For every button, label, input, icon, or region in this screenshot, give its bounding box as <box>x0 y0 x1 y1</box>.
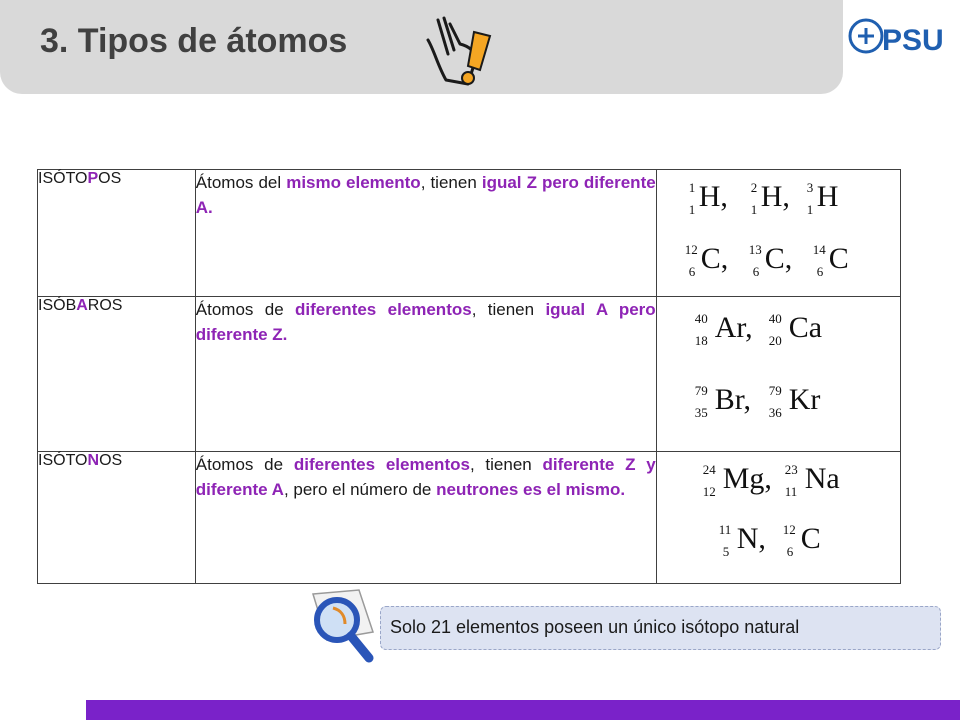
examples-cell <box>656 452 900 584</box>
svg-text:PSU: PSU <box>882 24 944 57</box>
table-row <box>38 452 901 584</box>
isotope-notation: 23 11 Na <box>784 462 840 499</box>
description-cell <box>195 170 656 297</box>
description-text: Átomos de diferentes elementos, tienen igual A pero diferente Z. <box>195 300 656 344</box>
examples-cell <box>656 170 900 297</box>
isotope-notation: 40 20 Ca <box>768 311 823 348</box>
isotope-notation: 3 1 H <box>806 180 839 217</box>
type-cell <box>38 297 196 452</box>
page-title: 3. Tipos de átomos <box>40 22 348 60</box>
table-row <box>38 170 901 297</box>
magnifier-icon <box>293 584 383 674</box>
isotope-notation: 40 18 Ar, <box>694 311 753 348</box>
description-cell <box>195 297 656 452</box>
table-row <box>38 297 901 452</box>
description-cell <box>195 452 656 584</box>
description-text: Átomos de diferentes elementos, tienen diferente Z y diferente A, pero el número de neutrones es el mismo. <box>195 455 656 499</box>
note-text: Solo 21 elementos poseen un único isótopo natural <box>390 617 800 637</box>
hand-pointer-icon <box>424 14 496 94</box>
isotope-notation: 13 6 C, <box>748 242 793 279</box>
exclamation-icon <box>468 32 490 70</box>
atom-types-table <box>37 169 901 584</box>
isotope-notation: 12 6 C, <box>684 242 729 279</box>
isotope-notation: 14 6 C <box>812 242 849 279</box>
type-cell <box>38 452 196 584</box>
description-text: Átomos del mismo elemento, tienen igual Z pero diferente A. <box>195 173 656 217</box>
type-label: ISÓTOPOS <box>38 170 122 187</box>
isotope-notation: 1 1 H, <box>688 180 728 217</box>
type-label: ISÓBAROS <box>38 297 123 314</box>
isotope-notation: 24 12 Mg, <box>702 462 772 499</box>
isotope-notation: 2 1 H, <box>750 180 790 217</box>
psu-logo <box>846 10 956 70</box>
isotope-notation: 11 5 N, <box>718 522 766 559</box>
isotope-notation: 79 36 Kr <box>768 383 821 420</box>
isotope-notation: 12 6 C <box>782 522 821 559</box>
type-cell <box>38 170 196 297</box>
type-label: ISÓTONOS <box>38 452 123 469</box>
bottom-bar <box>86 700 960 720</box>
examples-cell <box>656 297 900 452</box>
isotope-notation: 79 35 Br, <box>694 383 751 420</box>
